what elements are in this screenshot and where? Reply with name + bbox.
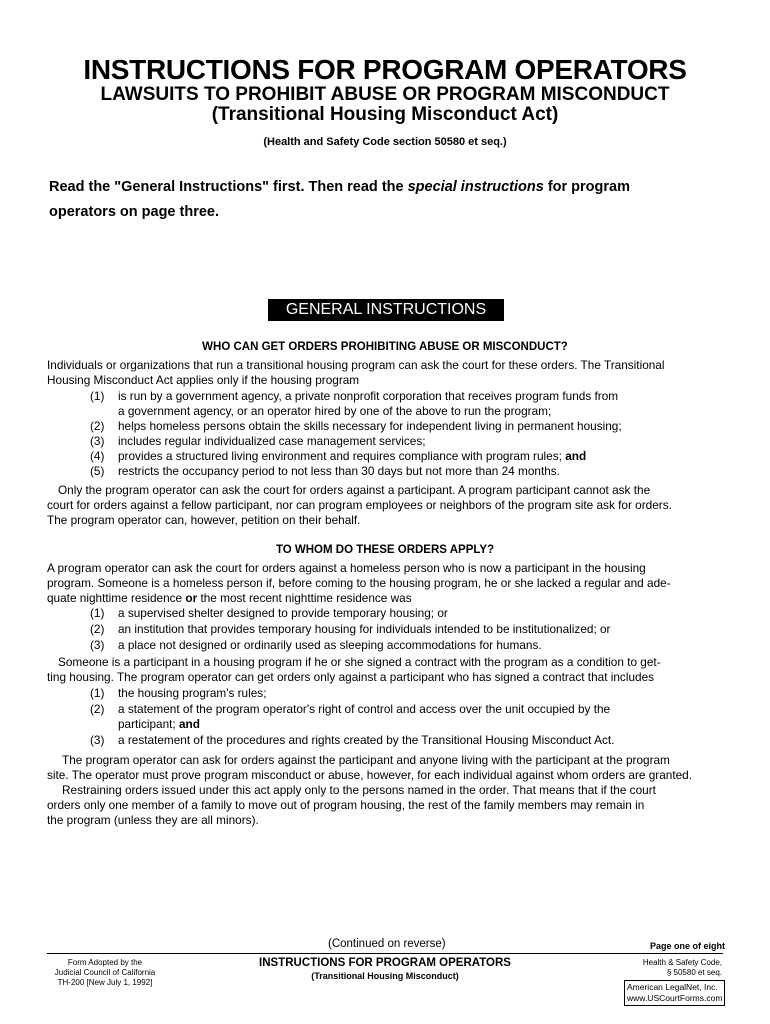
form-adopted-info: Form Adopted by the Judicial Council of California TH-200 [New July 1, 1992]	[54, 958, 156, 987]
paragraph-line: Restraining orders issued under this act apply only to the persons named in the order. That means that if the court	[62, 783, 656, 797]
paragraph-line: Only the program operator can ask the court for orders against a participant. A program participant cannot ask the	[58, 483, 651, 497]
paragraph-line: the program (unless they are all minors).	[47, 813, 259, 827]
paragraph-line: program. Someone is a homeless person if, before coming to the housing program, he or she lacked a regular and ade-	[47, 576, 671, 590]
paragraph-line: orders only one member of a family to move out of program housing, the rest of the family members may remain in	[47, 798, 645, 812]
paragraph-line: Someone is a participant in a housing program if he or she signed a contract with the program as a condition to get-	[58, 655, 661, 669]
paragraph-line: The program operator can, however, petition on their behalf.	[47, 513, 361, 527]
paragraph-line: quate nighttime residence or the most recent nighttime residence was	[47, 591, 412, 605]
footer-title: INSTRUCTIONS FOR PROGRAM OPERATORS (Transitional Housing Misconduct)	[259, 957, 511, 981]
page-title: INSTRUCTIONS FOR PROGRAM OPERATORS	[83, 54, 687, 85]
page-subtitle: LAWSUITS TO PROHIBIT ABUSE OR PROGRAM MISCONDUCT	[100, 84, 670, 105]
continued-note: (Continued on reverse)	[328, 938, 446, 950]
section-heading-whom: TO WHOM DO THESE ORDERS APPLY?	[275, 544, 495, 556]
code-reference: (Health and Safety Code section 50580 et seq.)	[263, 136, 507, 148]
paragraph-line: The program operator can ask for orders against the participant and anyone living with the participant at the program	[62, 753, 670, 767]
section-heading-who: WHO CAN GET ORDERS PROHIBITING ABUSE OR MISCONDUCT?	[202, 341, 568, 353]
publisher-box: American LegalNet, Inc. www.USCourtForms.com	[624, 980, 725, 1006]
paragraph-line: Housing Misconduct Act applies only if the housing program	[47, 373, 360, 387]
paragraph-line: A program operator can ask the court for orders against a homeless person who is now a participant in the housing	[47, 561, 646, 575]
paragraph-line: Individuals or organizations that run a transitional housing program can ask the court for these orders. The Transitional	[47, 358, 665, 372]
intro-text: Read the "General Instructions" first. Then read the special instructions for program operators on page three.	[49, 179, 630, 220]
page-number: Page one of eight	[650, 941, 726, 951]
paragraph-line: court for orders against a fellow participant, nor can program employees or neighbors of the program site ask for orders.	[47, 498, 672, 512]
act-name: (Transitional Housing Misconduct Act)	[211, 104, 559, 125]
footer-divider	[47, 953, 723, 954]
statute-reference: Health & Safety Code, § 50580 et seq.	[642, 958, 722, 977]
paragraph-line: ting housing. The program operator can get orders only against a participant who has signed a contract that includes	[47, 670, 655, 684]
general-instructions-banner: GENERAL INSTRUCTIONS	[268, 299, 504, 321]
paragraph-line: site. The operator must prove program misconduct or abuse, however, for each individual against whom orders are granted.	[47, 768, 693, 782]
